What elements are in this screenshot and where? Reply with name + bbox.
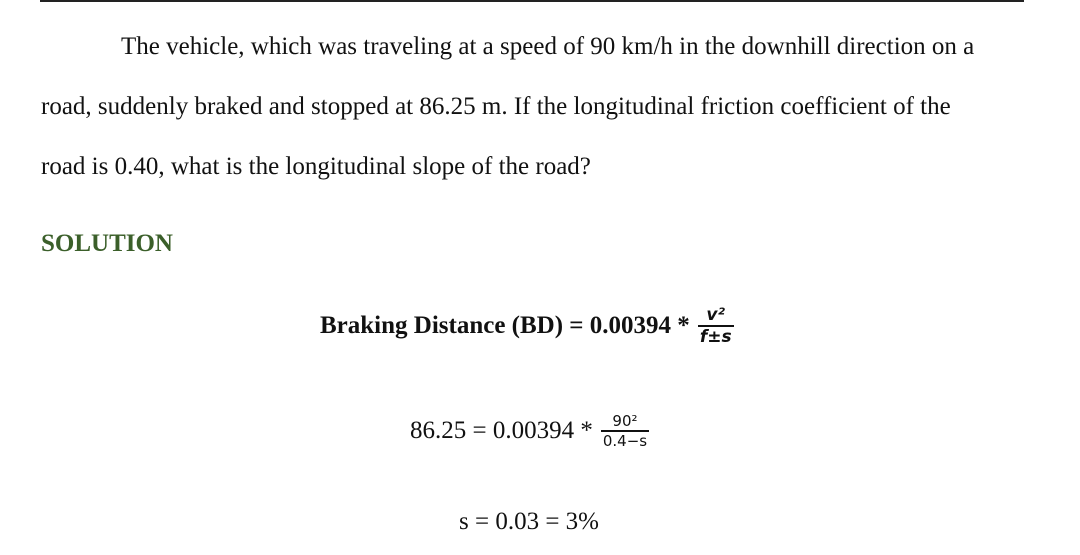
substitution-denominator: 0.4−s bbox=[602, 431, 648, 450]
braking-distance-formula bbox=[320, 305, 734, 347]
problem-line-1: The vehicle, which was traveling at a speed of 90 km/h in the downhill direction on a bbox=[121, 33, 975, 60]
formula-fraction bbox=[698, 305, 734, 347]
substitution-lhs: 86.25 = 0.00394 * bbox=[410, 416, 593, 444]
solution-heading: SOLUTION bbox=[41, 230, 173, 257]
problem-line-3: road is 0.40, what is the longitudinal slope of the road? bbox=[41, 153, 591, 180]
formula-lhs: Braking Distance (BD) = 0.00394 * bbox=[320, 311, 690, 339]
formula-denominator: f±s bbox=[699, 326, 732, 347]
top-rule bbox=[40, 0, 1024, 2]
substitution-numerator: 90² bbox=[612, 412, 638, 430]
substitution-equation bbox=[410, 412, 649, 450]
result-equation: s = 0.03 = 3% bbox=[459, 508, 600, 535]
formula-numerator: v² bbox=[706, 305, 725, 325]
problem-line-2: road, suddenly braked and stopped at 86.25 m. If the longitudinal friction coefficient of the bbox=[41, 93, 951, 120]
substitution-fraction bbox=[601, 412, 649, 450]
